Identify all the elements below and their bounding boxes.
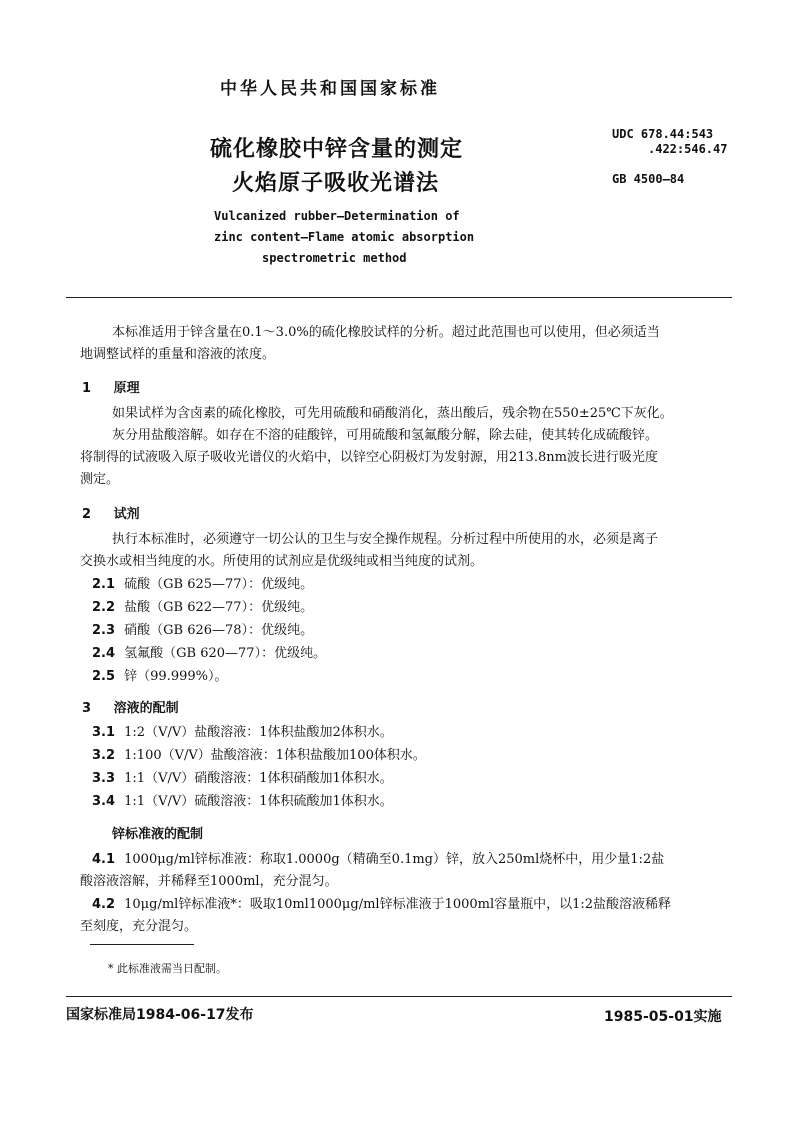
section2-line2: 交换水或相当纯度的水。所使用的试剂应是优级纯或相当纯度的试剂。 — [80, 554, 484, 569]
item-number: 4.2 — [92, 897, 116, 912]
list-item — [92, 666, 227, 688]
list-item — [92, 722, 393, 744]
english-title-line1: Vulcanized rubber—Determination of — [214, 209, 460, 223]
footer-divider — [66, 996, 732, 997]
section2-title: 试剂 — [113, 507, 140, 522]
section4-item1-line1 — [92, 849, 664, 871]
english-title-line3: spectrometric method — [262, 251, 407, 265]
item-text: 10μg/ml锌标准液*：吸取10ml1000μg/ml锌标准液于1000ml容量瓶中，以1:2盐酸溶液稀释 — [124, 897, 672, 912]
section4-item2-line2: 至刻度，充分混匀。 — [80, 919, 198, 934]
item-text: 盐酸（GB 622—77）：优级纯。 — [124, 600, 314, 615]
item-number: 3.2 — [92, 748, 116, 763]
section1-heading — [82, 377, 140, 396]
section2-line1: 执行本标准时，必须遵守一切公认的卫生与安全操作规程。分析过程中所使用的水，必须是离子 — [112, 532, 659, 547]
document-title-line2: 火焰原子吸收光谱法 — [232, 171, 440, 196]
item-text: 硝酸（GB 626—78）：优级纯。 — [124, 623, 314, 638]
item-text: 锌（99.999%）。 — [124, 669, 228, 684]
item-number: 2.1 — [92, 577, 116, 592]
item-text: 1:2（V/V）盐酸溶液：1体积盐酸加2体积水。 — [124, 725, 393, 740]
list-item — [92, 643, 326, 665]
section1-line3: 将制得的试液吸入原子吸收光谱仪的火焰中，以锌空心阴极灯为发射源，用213.8nm波长进行吸光度 — [80, 450, 658, 465]
section1-line1: 如果试样为含卤素的硫化橡胶，可先用硫酸和硝酸消化，蒸出酸后，残余物在550±25℃下灰化。 — [112, 406, 673, 421]
item-number: 4.1 — [92, 852, 116, 867]
item-text: 1:1（V/V）硝酸溶液：1体积硝酸加1体积水。 — [124, 771, 393, 786]
section3-heading — [82, 697, 179, 716]
item-number: 2.5 — [92, 669, 116, 684]
section1-number: 1 — [82, 381, 92, 396]
udc-line1: UDC 678.44:543 — [612, 127, 714, 141]
header-divider — [66, 297, 732, 298]
section3-number: 3 — [82, 701, 92, 716]
section4-heading: 锌标准液的配制 — [112, 827, 204, 842]
section1-line2: 灰分用盐酸溶解。如存在不溶的硅酸锌，可用硫酸和氢氟酸分解，除去硅，使其转化成硫酸锌。 — [112, 428, 659, 443]
section2-number: 2 — [82, 507, 92, 522]
item-number: 3.4 — [92, 794, 116, 809]
list-item — [92, 597, 313, 619]
item-number: 3.3 — [92, 771, 116, 786]
item-number: 2.2 — [92, 600, 116, 615]
item-text: 硫酸（GB 625—77）：优级纯。 — [124, 577, 314, 592]
section1-title: 原理 — [113, 381, 140, 396]
gb-number: GB 4500—84 — [612, 172, 685, 186]
section3-title: 溶液的配制 — [113, 701, 179, 716]
list-item — [92, 620, 313, 642]
intro-line2: 地调整试样的重量和溶液的浓度。 — [80, 347, 276, 362]
english-title-line2: zinc content—Flame atomic absorption — [214, 230, 475, 244]
list-item — [92, 768, 393, 790]
item-number: 2.4 — [92, 646, 116, 661]
section4-item1-line2: 酸溶液溶解，并稀释至1000ml，充分混匀。 — [80, 874, 338, 889]
item-number: 3.1 — [92, 725, 116, 740]
udc-code — [612, 127, 727, 157]
footnote-divider — [90, 944, 194, 945]
item-text: 1:1（V/V）硫酸溶液：1体积硫酸加1体积水。 — [124, 794, 393, 809]
issue-date: 国家标准局1984-06-17发布 — [66, 1007, 254, 1023]
section2-heading — [82, 503, 140, 522]
section1-line4: 测定。 — [80, 472, 120, 487]
document-title-line1: 硫化橡胶中锌含量的测定 — [210, 137, 464, 162]
item-text: 氢氟酸（GB 620—77）：优级纯。 — [124, 646, 327, 661]
udc-line2: .422:546.47 — [648, 142, 728, 156]
list-item — [92, 745, 426, 767]
item-text: 1000μg/ml锌标准液：称取1.0000g（精确至0.1mg）锌，放入250ml烧杯中，用少量1:2盐 — [124, 852, 665, 867]
list-item — [92, 574, 313, 596]
list-item — [92, 791, 393, 813]
effective-date: 1985-05-01实施 — [604, 1009, 722, 1025]
footnote: * 此标准液需当日配制。 — [108, 962, 227, 975]
item-text: 1:100（V/V）盐酸溶液：1体积盐酸加100体积水。 — [124, 748, 426, 763]
item-number: 2.3 — [92, 623, 116, 638]
national-standard-label: 中华人民共和国国家标准 — [220, 79, 440, 99]
section4-item2-line1 — [92, 894, 671, 916]
intro-line1: 本标准适用于锌含量在0.1～3.0%的硫化橡胶试样的分析。超过此范围也可以使用，但必须适当 — [112, 325, 660, 340]
